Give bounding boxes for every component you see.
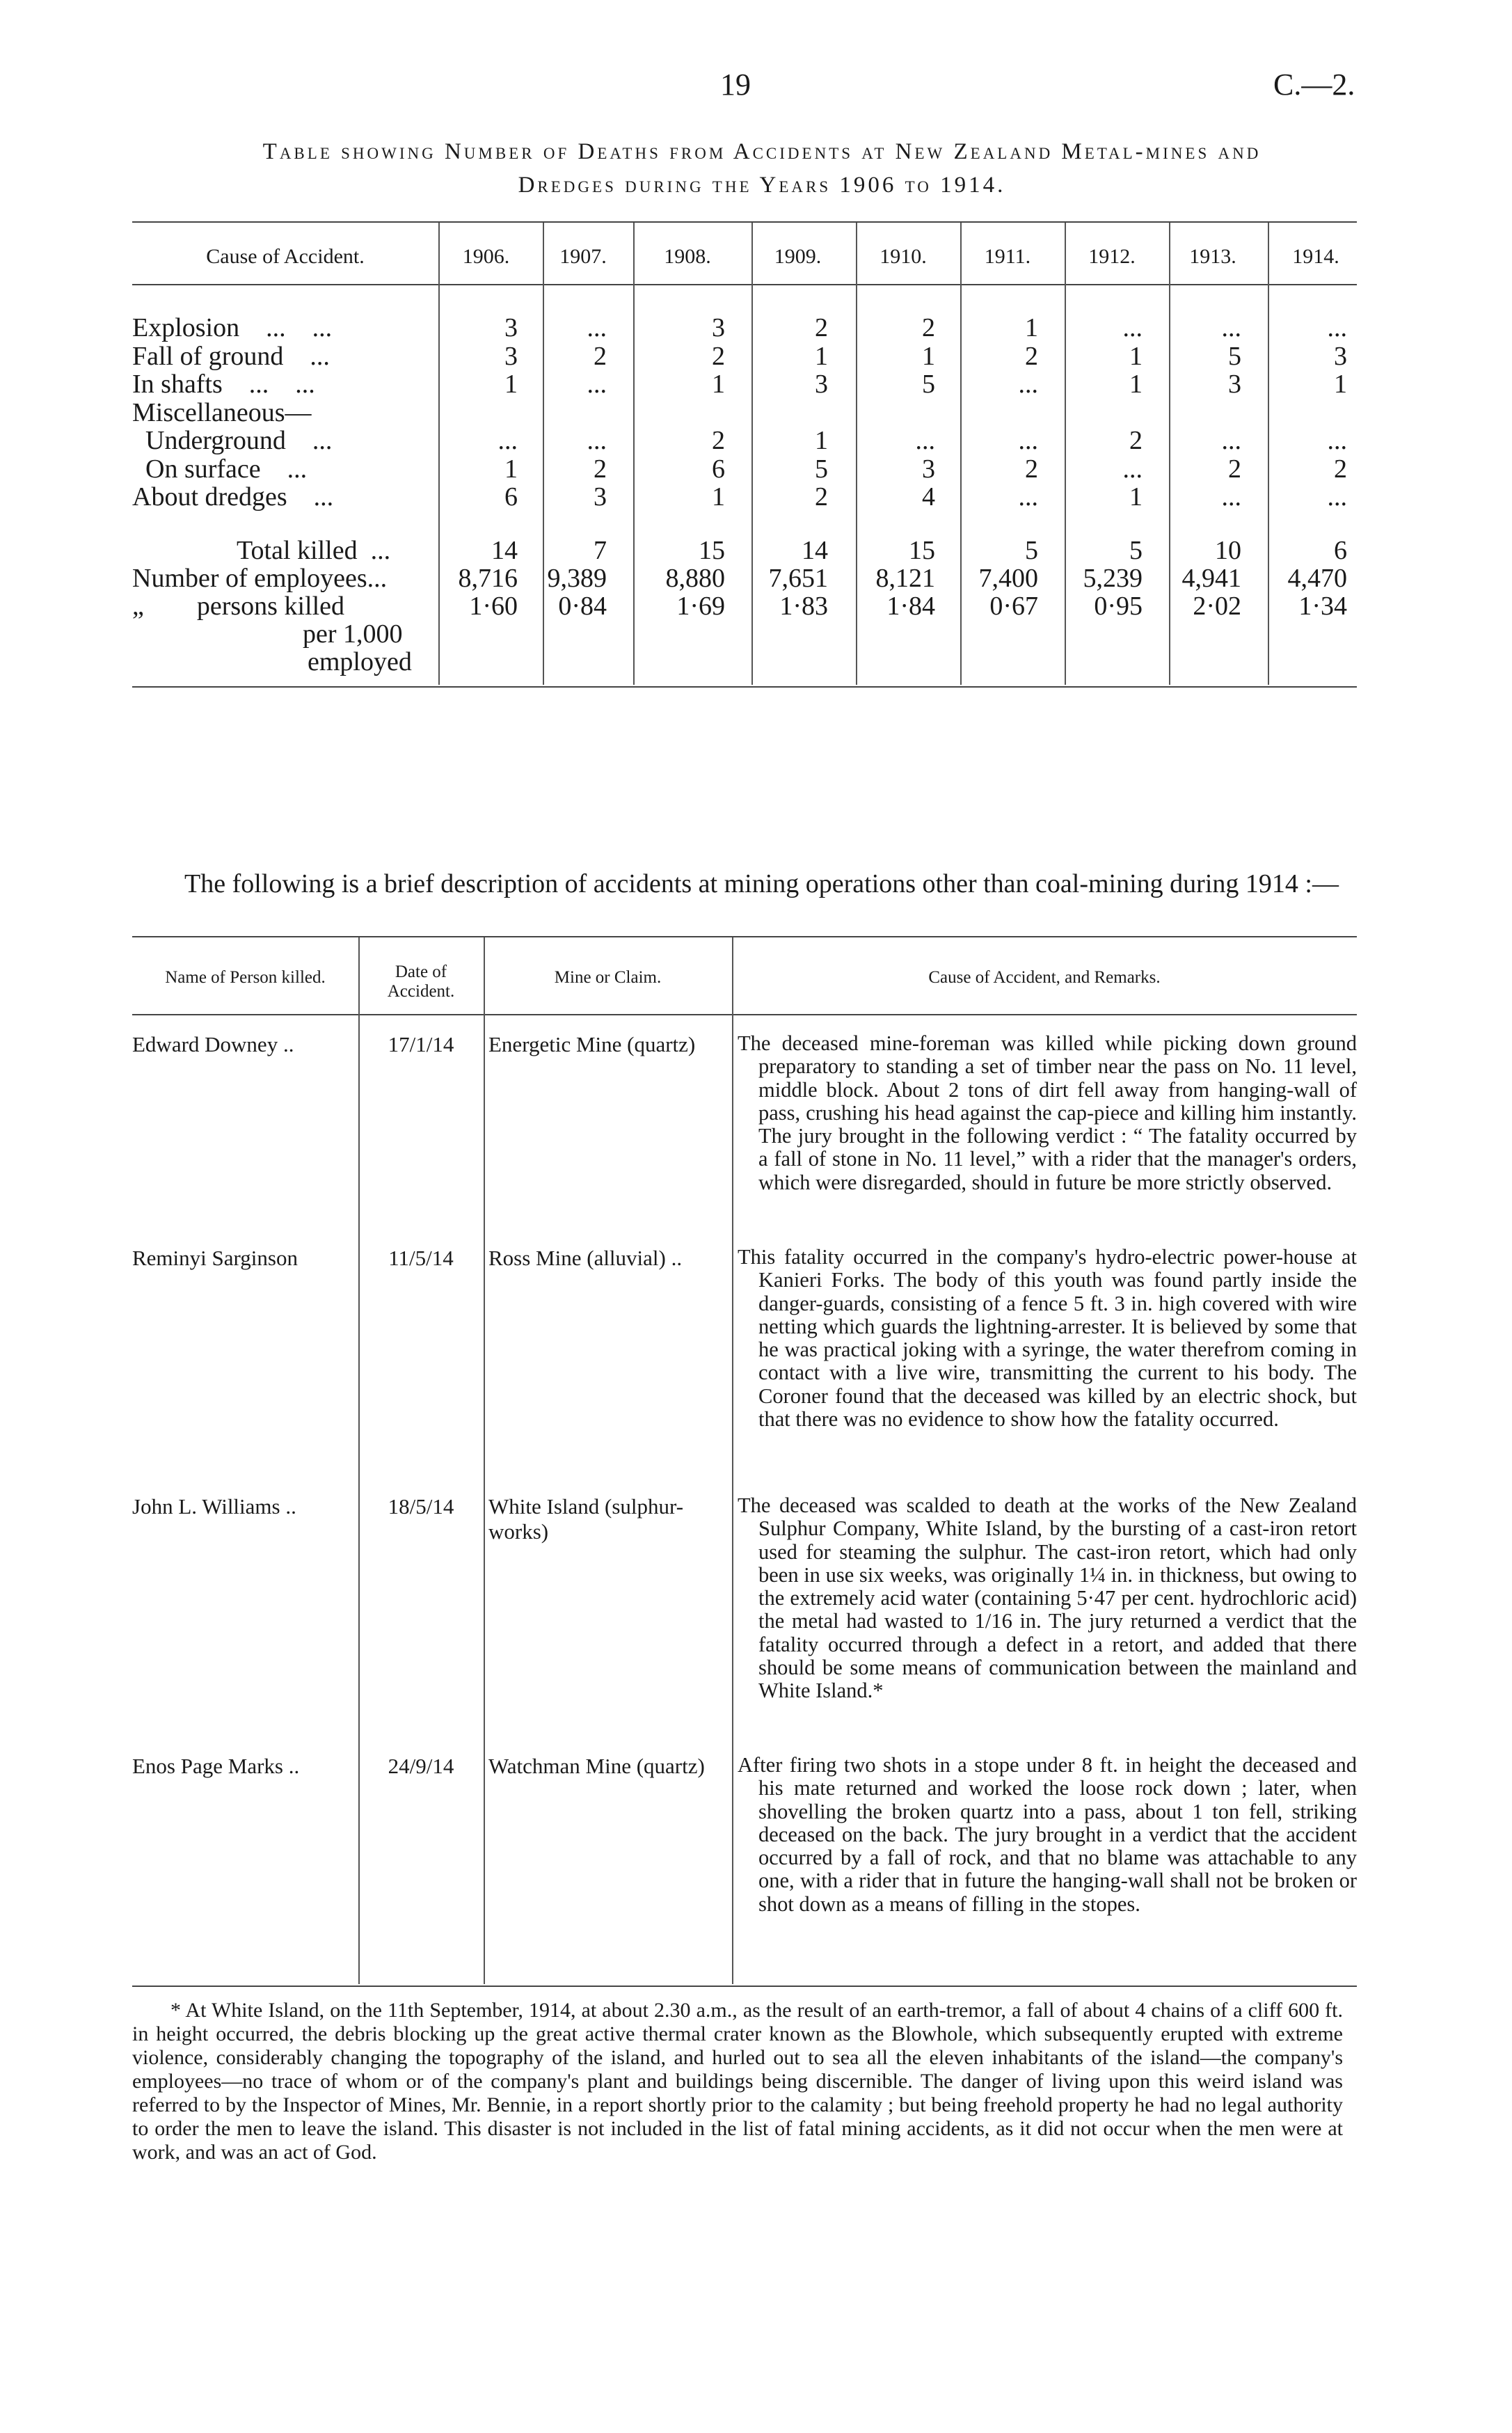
accidents-date-header-line-2: Accident.: [387, 982, 455, 1001]
stats-row-label: About dredges ...: [132, 482, 334, 512]
stats-cell: 1: [1129, 370, 1143, 399]
stats-table: [132, 221, 1357, 689]
stats-cell: ...: [1221, 482, 1241, 512]
stats-cell: 15: [909, 536, 935, 565]
stats-year-header: 1910.: [880, 245, 927, 268]
stats-header-rule: [132, 284, 1357, 285]
stats-cell: 1: [922, 341, 935, 371]
stats-cell: 1·84: [886, 592, 935, 621]
accident-date: 17/1/14: [388, 1032, 454, 1056]
stats-cell: 2: [815, 482, 828, 512]
stats-cell: ...: [1018, 426, 1038, 455]
stats-year-header: 1906.: [462, 245, 510, 268]
stats-cell: ...: [1221, 426, 1241, 455]
stats-cell: 2: [1025, 454, 1038, 484]
stats-cell: ...: [587, 426, 607, 455]
stats-cell: 1: [1334, 370, 1347, 399]
stats-row-label: On surface ...: [132, 454, 308, 484]
stats-cell: 2: [1025, 341, 1038, 371]
accidents-header-rule: [132, 1014, 1357, 1015]
accident-person-name: Edward Downey ..: [132, 1032, 294, 1056]
accident-mine: Watchman Mine (quartz): [488, 1754, 705, 1778]
stats-cell: 14: [802, 536, 828, 565]
stats-cell: ...: [1122, 454, 1143, 484]
stats-year-header: 1907.: [559, 245, 607, 268]
accident-person-name: John L. Williams ..: [132, 1494, 296, 1519]
stats-cell: 8,716: [458, 564, 518, 593]
stats-cell: 9,389: [547, 564, 607, 593]
stats-cell: 1: [815, 426, 828, 455]
accidents-column-divider: [484, 937, 485, 1984]
stats-cell: 1: [504, 370, 518, 399]
accidents-cause-header: Cause of Accident, and Remarks.: [928, 968, 1161, 987]
stats-cell: 2: [594, 341, 607, 371]
stats-row-label: Fall of ground ...: [132, 341, 330, 371]
accident-date: 24/9/14: [388, 1754, 454, 1778]
stats-year-header: 1911.: [984, 245, 1031, 268]
stats-cell: ...: [915, 426, 935, 455]
stats-cell: 1: [1129, 341, 1143, 371]
stats-cell: 2: [1129, 426, 1143, 455]
stats-column-divider: [751, 223, 753, 685]
accident-cause-remarks: After firing two shots in a stope under 8 ft. in height the deceased and his mate returned and worked the loose rock down ; later, when shovelling the broken quartz into a pass, about 1 ton fell, striking deceased on the back. The jury brought in a verdict that the accident occurred by a fall of rock, and that no blame was attachable to any one, with a rider that in future the hanging-wall shall not be broken or shot down as a means of filling in the stopes.: [738, 1753, 1357, 1916]
page-number: 19: [720, 68, 751, 102]
stats-top-rule: [132, 221, 1357, 223]
stats-cell: ...: [1018, 482, 1038, 512]
stats-cell: 1·34: [1298, 592, 1347, 621]
footnote: * At White Island, on the 11th September, 1914, at about 2.30 a.m., as the result of an earth-tremor, a fall of about 4 chains of a cliff 600 ft. in height occurred, the debris blocking up the great active thermal crater known as the Blowhole, which subsequently erupted with extreme violence, considerably changing the topography of the island, and hurled out to sea all the eleven inhabitants of the island—the company's employees—no trace of whom or of the company's plant and buildings being discernible. The danger of living upon this weird island was referred to by the Inspector of Mines, Mr. Bennie, in a report shortly prior to the calamity ; but being freehold property he had no legal authority to order the men to leave the island. This disaster is not included in the list of fatal mining accidents, as it did not occur when the men were at work, and was an act of God.: [132, 1999, 1343, 2164]
accidents-date-header: [358, 962, 484, 1001]
stats-row-label: In shafts ... ...: [132, 370, 315, 399]
accidents-date-header-line-1: Date of: [395, 962, 447, 981]
stats-cell: 3: [1228, 370, 1241, 399]
stats-cell: 6: [504, 482, 518, 512]
accidents-top-rule: [132, 936, 1357, 937]
stats-cell: ...: [1327, 482, 1347, 512]
stats-cell: 5: [815, 454, 828, 484]
stats-year-header: 1909.: [774, 245, 822, 268]
stats-cell: 1: [712, 482, 725, 512]
stats-column-divider: [1169, 223, 1170, 685]
stats-column-divider: [1268, 223, 1269, 685]
stats-cell: 7,400: [978, 564, 1038, 593]
stats-total-row-label: Total killed ...: [237, 536, 391, 565]
stats-cell: ...: [1122, 313, 1143, 342]
stats-cell: 5: [1129, 536, 1143, 565]
stats-title-line-1: Table showing Number of Deaths from Accidents at New Zealand Metal-mines and: [262, 139, 1262, 164]
accident-mine: Ross Mine (alluvial) ..: [488, 1246, 683, 1270]
accident-cause-remarks: This fatality occurred in the company's hydro-electric power-house at Kanieri Forks. The body of this youth was found partly inside the danger-guards, consisting of a fence 5 ft. 3 in. high covered with wire netting which guards the lightning-arrester. It is believed by some that he was practical joking with a syringe, the water therefrom coming in contact with a live wire, transmitting the current to his body. The Coroner found that the deceased was killed by an electric shock, but that there was no evidence to show how the fatality occurred.: [738, 1245, 1357, 1432]
stats-title-line-2: Dredges during the Years 1906 to 1914.: [518, 173, 1006, 198]
accidents-name-header: Name of Person killed.: [165, 968, 326, 987]
stats-cell: ...: [1327, 426, 1347, 455]
accident-mine: White Island (sulphur-works): [488, 1494, 684, 1544]
stats-row-label: Underground ...: [132, 426, 333, 455]
accidents-mine-header: Mine or Claim.: [554, 968, 662, 987]
stats-cell: 3: [1334, 341, 1347, 371]
stats-cell: 4,941: [1181, 564, 1241, 593]
stats-cell: 1·60: [469, 592, 518, 621]
stats-cell: 10: [1215, 536, 1241, 565]
stats-cell: 3: [712, 313, 725, 342]
accident-person-name: Enos Page Marks ..: [132, 1754, 300, 1778]
stats-cell: 7: [594, 536, 607, 565]
stats-cell: 8,121: [875, 564, 935, 593]
stats-year-header: 1908.: [664, 245, 711, 268]
stats-cell: 2: [1334, 454, 1347, 484]
stats-cell: 1·69: [676, 592, 725, 621]
accident-person-name: Reminyi Sarginson: [132, 1246, 298, 1270]
stats-column-divider: [1065, 223, 1066, 685]
stats-cell: 5,239: [1083, 564, 1143, 593]
stats-cell: 5: [922, 370, 935, 399]
accident-date: 18/5/14: [388, 1494, 454, 1519]
stats-column-divider: [856, 223, 857, 685]
accident-date: 11/5/14: [388, 1246, 454, 1270]
stats-cell: 2: [815, 313, 828, 342]
accident-cause-remarks: The deceased mine-foreman was killed while picking down ground preparatory to standing a set of timber near the pass on No. 11 level, middle block. About 2 tons of dirt fell away from hanging-wall of pass, crushing his head against the cap-piece and killing him instantly. The jury brought in the following verdict : “ The fatality occurred by a fall of stone in No. 11 level,” with a rider that the manager's orders, which were disregarded, should in future be more strictly observed.: [738, 1031, 1357, 1194]
accident-cause-remarks: The deceased was scalded to death at the works of the New Zealand Sulphur Company, White Island, by the bursting of a cast-iron retort used for steaming the sulphur. The cast-iron retort, which had only been in use six weeks, was originally 1¼ in. in thickness, but owing to the extremely acid water (containing 5·47 per cent. hydrochloric acid) the metal had wasted to 1/16 in. The jury returned a verdict that the fatality occurred through a defect in a retort, and added that there should be some means of communication between the mainland and White Island.*: [738, 1493, 1357, 1703]
stats-cell: 2: [922, 313, 935, 342]
intro-paragraph: The following is a brief description of accidents at mining operations other than coal-mining during 1914 :—: [184, 869, 1339, 898]
stats-cell: ...: [587, 313, 607, 342]
accidents-column-divider: [358, 937, 360, 1984]
stats-year-header: 1914.: [1292, 245, 1339, 268]
stats-cell: ...: [1327, 313, 1347, 342]
stats-cell: 3: [922, 454, 935, 484]
stats-cell: 5: [1228, 341, 1241, 371]
stats-cell: 4: [922, 482, 935, 512]
stats-cell: 1: [1129, 482, 1143, 512]
stats-rate-label-3: employed: [308, 647, 412, 676]
stats-cell: 5: [1025, 536, 1038, 565]
stats-cell: 15: [699, 536, 725, 565]
stats-cell: 2: [712, 426, 725, 455]
stats-cell: 1·83: [779, 592, 828, 621]
stats-cell: 1: [712, 370, 725, 399]
stats-cell: 3: [815, 370, 828, 399]
stats-cell: 14: [491, 536, 518, 565]
stats-cell: 3: [504, 313, 518, 342]
stats-cell: ...: [587, 370, 607, 399]
stats-cell: 0·95: [1094, 592, 1143, 621]
stats-cell: 1: [504, 454, 518, 484]
stats-cell: ...: [1221, 313, 1241, 342]
stats-cell: 2: [1228, 454, 1241, 484]
stats-table-title: [125, 135, 1399, 202]
stats-cell: 1: [1025, 313, 1038, 342]
stats-cell: ...: [1018, 370, 1038, 399]
stats-cell: 7,651: [768, 564, 828, 593]
stats-row-label: Miscellaneous—: [132, 397, 312, 427]
stats-cell: 4,470: [1287, 564, 1347, 593]
stats-column-divider: [960, 223, 962, 685]
page-reference: C.—2.: [1273, 68, 1355, 102]
stats-employees-row-label: Number of employees...: [132, 564, 388, 593]
stats-cell: 2: [594, 454, 607, 484]
stats-cell: 8,880: [665, 564, 725, 593]
accidents-table: [132, 936, 1357, 1987]
stats-cell: ...: [498, 426, 518, 455]
stats-bottom-rule: [132, 686, 1357, 688]
stats-cell: 6: [712, 454, 725, 484]
stats-row-label: Explosion ... ...: [132, 313, 333, 342]
stats-cell: 3: [504, 341, 518, 371]
stats-column-divider: [543, 223, 544, 685]
stats-column-divider: [633, 223, 635, 685]
stats-rate-row-label: „ persons killed: [132, 592, 345, 621]
accidents-bottom-rule: [132, 1986, 1357, 1987]
stats-column-divider: [438, 223, 440, 685]
stats-rate-label-2: per 1,000: [303, 619, 403, 649]
stats-cell: 2·02: [1193, 592, 1241, 621]
stats-cause-header: Cause of Accident.: [206, 245, 365, 268]
stats-cell: 1: [815, 341, 828, 371]
stats-cell: 0·67: [989, 592, 1038, 621]
stats-year-header: 1912.: [1088, 245, 1136, 268]
accidents-column-divider: [732, 937, 733, 1984]
stats-cell: 2: [712, 341, 725, 371]
accident-mine: Energetic Mine (quartz): [488, 1032, 696, 1056]
stats-year-header: 1913.: [1189, 245, 1236, 268]
stats-cell: 6: [1334, 536, 1347, 565]
stats-cell: 3: [594, 482, 607, 512]
stats-cell: 0·84: [558, 592, 607, 621]
